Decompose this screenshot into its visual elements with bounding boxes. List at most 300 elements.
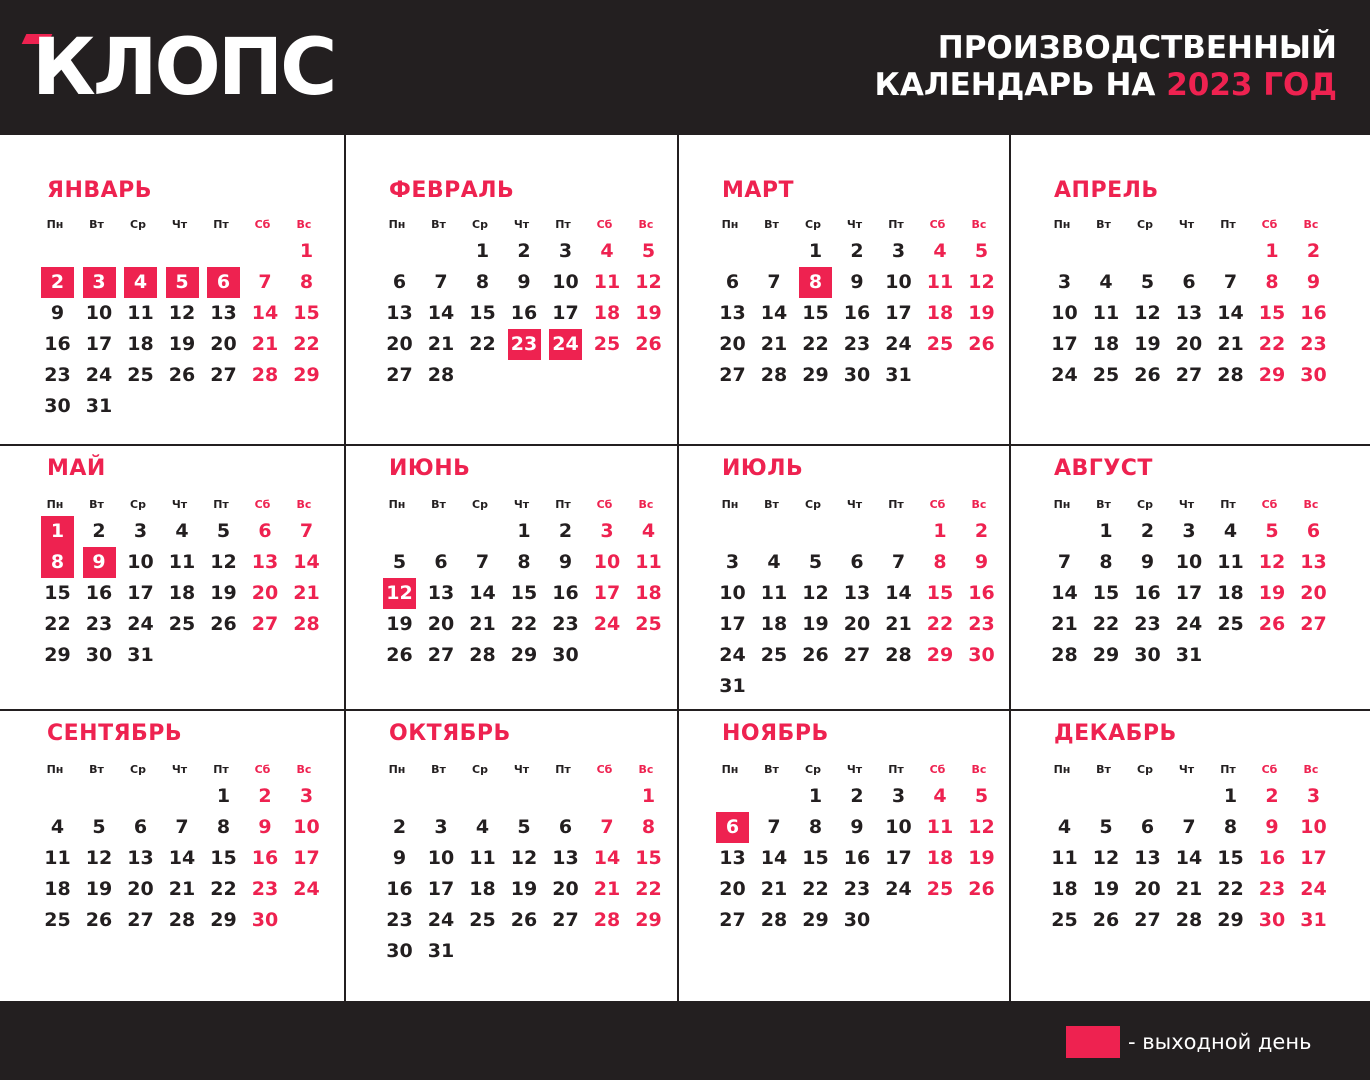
weekday-label: Ср <box>1137 763 1153 776</box>
day-cell: 31 <box>885 364 912 386</box>
calendar-grid <box>0 135 1370 1003</box>
day-cell-holiday: 8 <box>799 267 832 298</box>
weekday-label: Чт <box>171 763 188 776</box>
weekday-label: Пт <box>213 218 229 231</box>
day-cell: 9 <box>50 302 65 324</box>
day-cell-weekend: 19 <box>635 302 662 324</box>
weekday-label: Чт <box>1178 218 1195 231</box>
day-cell: 5 <box>92 816 106 838</box>
weekday-label: Сб <box>929 218 946 231</box>
day-cell: 12 <box>510 847 538 869</box>
day-cell: 6 <box>1140 816 1155 838</box>
day-cell-weekend: 2 <box>974 520 989 542</box>
day-cell: 27 <box>210 364 237 386</box>
day-cell-holiday: 9 <box>83 547 116 578</box>
day-cell: 10 <box>127 551 154 573</box>
day-cell: 25 <box>1217 613 1244 635</box>
day-cell: 27 <box>552 909 579 931</box>
day-cell: 10 <box>885 271 912 293</box>
day-cell: 4 <box>175 520 189 542</box>
day-cell: 13 <box>719 847 746 869</box>
day-cell: 2 <box>517 240 531 262</box>
weekday-label: Пн <box>1053 498 1071 511</box>
weekday-label: Чт <box>171 498 188 511</box>
day-cell-weekend: 30 <box>251 909 279 931</box>
day-cell: 5 <box>216 520 231 542</box>
weekday-label: Вт <box>764 498 779 511</box>
day-cell: 18 <box>127 333 154 355</box>
day-cell-weekend: 24 <box>293 878 320 900</box>
day-cell-weekend: 13 <box>251 551 279 573</box>
day-cell-weekend: 13 <box>1300 551 1327 573</box>
day-cell: 18 <box>760 613 788 635</box>
day-cell: 8 <box>517 551 531 573</box>
day-cell: 16 <box>1134 582 1161 604</box>
day-cell: 10 <box>1175 551 1203 573</box>
day-cell-weekend: 16 <box>968 582 995 604</box>
day-cell: 6 <box>850 551 864 573</box>
day-cell: 4 <box>767 551 781 573</box>
day-cell: 11 <box>1051 847 1078 869</box>
day-cell-weekend: 15 <box>1258 302 1286 324</box>
day-cell: 3 <box>133 520 148 542</box>
day-cell-weekend: 30 <box>968 644 995 666</box>
day-cell-weekend: 3 <box>1306 785 1321 807</box>
day-cell: 15 <box>44 582 71 604</box>
day-cell: 2 <box>392 816 407 838</box>
day-cell: 18 <box>168 582 196 604</box>
weekday-label: Вт <box>1096 763 1111 776</box>
weekday-label: Чт <box>1178 763 1195 776</box>
day-cell-weekend: 11 <box>635 551 662 573</box>
day-cell: 3 <box>1057 271 1072 293</box>
day-cell-weekend: 29 <box>635 909 662 931</box>
day-cell: 21 <box>885 613 912 635</box>
day-cell: 12 <box>802 582 829 604</box>
day-cell-weekend: 23 <box>251 878 279 900</box>
day-cell: 3 <box>891 240 906 262</box>
weekday-label: Вт <box>431 218 446 231</box>
day-cell: 22 <box>1217 878 1244 900</box>
day-cell: 19 <box>1092 878 1120 900</box>
day-cell: 28 <box>1175 909 1203 931</box>
day-cell: 21 <box>427 333 455 355</box>
day-cell-weekend: 27 <box>1300 613 1327 635</box>
day-cell-weekend: 20 <box>251 582 279 604</box>
day-cell: 13 <box>427 582 455 604</box>
weekday-label: Ср <box>472 218 488 231</box>
day-cell: 6 <box>558 816 573 838</box>
weekday-label: Сб <box>929 763 946 776</box>
day-cell-weekend: 16 <box>1258 847 1286 869</box>
day-cell: 31 <box>85 395 113 417</box>
month-block <box>0 135 346 446</box>
day-cell: 27 <box>127 909 154 931</box>
month-name: СЕНТЯБРЬ <box>47 721 183 746</box>
day-cell: 8 <box>1099 551 1113 573</box>
page-title <box>875 30 1337 104</box>
weekday-label: Пт <box>213 763 229 776</box>
day-cell: 1 <box>517 520 531 542</box>
weekday-label: Сб <box>596 218 613 231</box>
day-cell: 3 <box>891 785 906 807</box>
weekday-label: Вт <box>431 498 446 511</box>
day-cell: 29 <box>210 909 237 931</box>
day-cell-weekend: 2 <box>1265 785 1279 807</box>
weekday-label: Пн <box>46 498 64 511</box>
day-cell-weekend: 11 <box>593 271 621 293</box>
day-cell: 28 <box>760 909 788 931</box>
month-block <box>346 446 679 711</box>
day-cell-weekend: 26 <box>968 878 995 900</box>
day-cell-weekend: 18 <box>593 302 621 324</box>
day-cell-weekend: 15 <box>293 302 320 324</box>
day-cell-weekend: 5 <box>974 240 989 262</box>
weekday-label: Пт <box>888 498 904 511</box>
day-cell: 9 <box>392 847 407 869</box>
weekday-label: Сб <box>929 498 946 511</box>
day-cell: 21 <box>1051 613 1078 635</box>
day-cell: 6 <box>392 271 407 293</box>
day-cell-weekend: 21 <box>593 878 621 900</box>
weekday-label: Вт <box>1096 498 1111 511</box>
day-cell: 19 <box>802 613 829 635</box>
day-cell: 23 <box>85 613 113 635</box>
day-cell: 31 <box>427 940 455 962</box>
month-block <box>0 446 346 711</box>
weekday-label: Пн <box>721 498 739 511</box>
day-cell-weekend: 6 <box>258 520 272 542</box>
day-cell-weekend: 26 <box>1258 613 1286 635</box>
month-block <box>0 711 346 1003</box>
day-cell-weekend: 14 <box>251 302 279 324</box>
day-cell: 22 <box>210 878 237 900</box>
weekday-label: Пт <box>555 218 571 231</box>
day-cell-weekend: 3 <box>600 520 614 542</box>
day-cell-weekend: 7 <box>299 520 314 542</box>
day-cell-weekend: 22 <box>1258 333 1286 355</box>
day-cell: 8 <box>216 816 231 838</box>
day-cell-weekend: 10 <box>1300 816 1327 838</box>
day-cell: 8 <box>475 271 490 293</box>
day-cell: 12 <box>1092 847 1120 869</box>
day-cell: 10 <box>427 847 455 869</box>
day-cell: 10 <box>552 271 579 293</box>
weekday-label: Сб <box>596 498 613 511</box>
day-cell-weekend: 12 <box>1258 551 1286 573</box>
day-cell-weekend: 17 <box>1300 847 1327 869</box>
weekday-label: Вс <box>971 218 987 231</box>
day-cell-weekend: 18 <box>926 847 954 869</box>
weekday-label: Вт <box>89 763 104 776</box>
day-cell: 14 <box>885 582 912 604</box>
day-cell-holiday: 6 <box>716 812 749 843</box>
day-cell-weekend: 24 <box>1300 878 1327 900</box>
day-cell: 7 <box>434 271 448 293</box>
day-cell: 28 <box>469 644 496 666</box>
weekday-label: Ср <box>805 498 821 511</box>
weekday-label: Пт <box>1220 498 1236 511</box>
day-cell: 10 <box>719 582 746 604</box>
weekday-label: Чт <box>513 763 530 776</box>
day-cell: 25 <box>469 909 496 931</box>
day-cell: 17 <box>127 582 154 604</box>
day-cell: 23 <box>44 364 71 386</box>
day-cell: 18 <box>44 878 71 900</box>
legend-text: - выходной день <box>1128 1030 1312 1054</box>
day-cell-weekend: 11 <box>926 816 954 838</box>
weekday-label: Пт <box>888 218 904 231</box>
weekday-label: Пн <box>1053 763 1071 776</box>
day-cell: 22 <box>1092 613 1120 635</box>
day-cell-weekend: 30 <box>1258 909 1286 931</box>
day-cell: 28 <box>1051 644 1078 666</box>
month-name: МАЙ <box>47 456 106 481</box>
day-cell: 25 <box>127 364 154 386</box>
weekday-label: Пн <box>46 218 64 231</box>
title-year: 2023 ГОД <box>1166 67 1337 103</box>
weekday-label: Ср <box>130 218 146 231</box>
day-cell: 10 <box>1051 302 1078 324</box>
day-cell-weekend: 26 <box>968 333 995 355</box>
day-cell: 13 <box>210 302 237 324</box>
weekday-label: Пн <box>46 763 64 776</box>
day-cell: 3 <box>558 240 573 262</box>
day-cell: 24 <box>1175 613 1203 635</box>
weekday-label: Ср <box>805 218 821 231</box>
day-cell: 21 <box>760 878 788 900</box>
day-cell: 11 <box>44 847 71 869</box>
weekday-label: Пн <box>1053 218 1071 231</box>
day-cell: 4 <box>1057 816 1072 838</box>
day-cell: 26 <box>386 644 413 666</box>
day-cell-weekend: 19 <box>968 847 995 869</box>
day-cell-holiday: 1 <box>41 516 74 547</box>
day-cell-holiday: 8 <box>41 547 74 578</box>
day-cell-weekend: 12 <box>968 271 995 293</box>
day-cell-weekend: 22 <box>293 333 320 355</box>
day-cell-weekend: 19 <box>1258 582 1286 604</box>
weekday-label: Чт <box>846 498 863 511</box>
day-cell: 12 <box>210 551 237 573</box>
day-cell: 5 <box>517 816 531 838</box>
weekday-label: Вт <box>764 763 779 776</box>
day-cell: 5 <box>808 551 823 573</box>
weekday-label: Пт <box>888 763 904 776</box>
weekday-label: Вс <box>1303 763 1319 776</box>
day-cell: 29 <box>1092 644 1120 666</box>
day-cell: 21 <box>1175 878 1203 900</box>
day-cell-weekend: 21 <box>293 582 320 604</box>
weekday-label: Ср <box>472 498 488 511</box>
day-cell: 11 <box>1092 302 1120 324</box>
day-cell-weekend: 15 <box>635 847 662 869</box>
day-cell: 27 <box>719 364 746 386</box>
legend-swatch <box>1066 1026 1120 1058</box>
day-cell-weekend: 28 <box>593 909 621 931</box>
day-cell: 13 <box>1134 847 1161 869</box>
day-cell: 18 <box>1051 878 1078 900</box>
day-cell: 13 <box>843 582 871 604</box>
day-cell: 7 <box>891 551 906 573</box>
day-cell-weekend: 12 <box>635 271 662 293</box>
month-block <box>679 135 1011 446</box>
day-cell: 30 <box>552 644 579 666</box>
weekday-label: Сб <box>1261 218 1278 231</box>
weekday-label: Ср <box>130 763 146 776</box>
day-cell: 2 <box>558 520 573 542</box>
day-cell-weekend: 9 <box>258 816 272 838</box>
day-cell: 16 <box>843 302 871 324</box>
weekday-label: Пт <box>213 498 229 511</box>
day-cell: 3 <box>434 816 448 838</box>
weekday-label: Чт <box>846 763 863 776</box>
day-cell-weekend: 12 <box>968 816 995 838</box>
day-cell: 14 <box>427 302 455 324</box>
day-cell: 2 <box>850 240 864 262</box>
day-cell: 15 <box>1092 582 1120 604</box>
day-cell: 11 <box>469 847 496 869</box>
day-cell: 14 <box>1051 582 1078 604</box>
day-cell: 1 <box>808 240 823 262</box>
day-cell: 21 <box>760 333 788 355</box>
month-name: НОЯБРЬ <box>722 721 829 746</box>
day-cell: 29 <box>802 909 829 931</box>
day-cell: 14 <box>469 582 496 604</box>
weekday-label: Пн <box>721 763 739 776</box>
day-cell: 4 <box>1223 520 1238 542</box>
day-cell: 25 <box>1051 909 1078 931</box>
day-cell: 5 <box>1099 816 1113 838</box>
day-cell-weekend: 6 <box>1306 520 1321 542</box>
day-cell-weekend: 8 <box>299 271 314 293</box>
day-cell: 22 <box>469 333 496 355</box>
day-cell-weekend: 9 <box>1265 816 1279 838</box>
day-cell: 13 <box>1175 302 1203 324</box>
day-cell: 10 <box>85 302 113 324</box>
day-cell: 18 <box>1092 333 1120 355</box>
day-cell: 23 <box>843 878 871 900</box>
day-cell: 28 <box>760 364 788 386</box>
logo-text: КЛОПС <box>32 23 335 113</box>
day-cell: 7 <box>1223 271 1238 293</box>
weekday-label: Пн <box>388 498 406 511</box>
day-cell: 19 <box>85 878 113 900</box>
weekday-label: Вт <box>764 218 779 231</box>
day-cell-weekend: 5 <box>1265 520 1279 542</box>
day-cell: 17 <box>885 302 912 324</box>
day-cell-weekend: 4 <box>641 520 656 542</box>
day-cell: 21 <box>168 878 196 900</box>
weekday-label: Пт <box>555 498 571 511</box>
day-cell: 24 <box>85 364 113 386</box>
weekday-label: Чт <box>513 498 530 511</box>
day-cell-weekend: 29 <box>293 364 320 386</box>
weekday-label: Вт <box>431 763 446 776</box>
day-cell: 20 <box>427 613 455 635</box>
day-cell: 11 <box>760 582 788 604</box>
month-block <box>1011 711 1370 1003</box>
day-cell: 16 <box>843 847 871 869</box>
weekday-label: Пн <box>388 218 406 231</box>
day-cell: 25 <box>168 613 196 635</box>
day-cell-weekend: 16 <box>1300 302 1327 324</box>
day-cell: 31 <box>1175 644 1203 666</box>
day-cell-weekend: 14 <box>593 847 621 869</box>
day-cell-weekend: 5 <box>641 240 656 262</box>
day-cell-holiday: 6 <box>207 267 240 298</box>
weekday-label: Пт <box>1220 218 1236 231</box>
day-cell: 12 <box>85 847 113 869</box>
day-cell-weekend: 4 <box>933 785 947 807</box>
day-cell: 26 <box>168 364 196 386</box>
day-cell-weekend: 23 <box>1258 878 1286 900</box>
day-cell-weekend: 22 <box>926 613 954 635</box>
day-cell: 15 <box>210 847 237 869</box>
weekday-label: Сб <box>1261 763 1278 776</box>
day-cell-weekend: 29 <box>1258 364 1286 386</box>
day-cell: 6 <box>133 816 148 838</box>
day-cell: 4 <box>50 816 65 838</box>
day-cell: 4 <box>475 816 490 838</box>
day-cell: 19 <box>1134 333 1161 355</box>
day-cell-weekend: 25 <box>926 333 954 355</box>
month-name: ЯНВАРЬ <box>47 178 153 203</box>
day-cell-weekend: 10 <box>293 816 320 838</box>
weekday-label: Ср <box>472 763 488 776</box>
weekday-label: Сб <box>254 763 271 776</box>
day-cell-weekend: 8 <box>641 816 656 838</box>
day-cell: 26 <box>210 613 237 635</box>
day-cell: 27 <box>427 644 455 666</box>
day-cell: 22 <box>802 333 829 355</box>
day-cell: 16 <box>386 878 413 900</box>
month-block <box>679 711 1011 1003</box>
day-cell: 26 <box>85 909 113 931</box>
day-cell: 18 <box>469 878 496 900</box>
day-cell: 28 <box>168 909 196 931</box>
day-cell: 20 <box>719 878 746 900</box>
weekday-label: Ср <box>1137 218 1153 231</box>
day-cell-weekend: 19 <box>968 302 995 324</box>
day-cell: 30 <box>843 364 871 386</box>
weekday-label: Сб <box>254 498 271 511</box>
day-cell: 15 <box>802 847 829 869</box>
day-cell: 31 <box>719 675 746 697</box>
day-cell: 17 <box>1051 333 1078 355</box>
day-cell: 28 <box>885 644 912 666</box>
day-cell: 14 <box>760 847 788 869</box>
day-cell: 13 <box>719 302 746 324</box>
day-cell: 1 <box>1223 785 1238 807</box>
day-cell-weekend: 14 <box>293 551 320 573</box>
day-cell: 7 <box>1057 551 1072 573</box>
footer <box>0 1003 1370 1080</box>
day-cell: 8 <box>808 816 823 838</box>
day-cell: 8 <box>1223 816 1238 838</box>
title-line-2 <box>875 67 1337 104</box>
month-block <box>346 711 679 1003</box>
day-cell-weekend: 15 <box>926 582 954 604</box>
month-name: АВГУСТ <box>1054 456 1153 481</box>
day-cell: 26 <box>1092 909 1120 931</box>
day-cell: 19 <box>168 333 196 355</box>
day-cell-weekend: 7 <box>258 271 272 293</box>
day-cell-holiday: 4 <box>124 267 157 298</box>
day-cell-weekend: 24 <box>593 613 621 635</box>
day-cell: 30 <box>1134 644 1161 666</box>
title-line-2-prefix: КАЛЕНДАРЬ НА <box>874 67 1167 103</box>
